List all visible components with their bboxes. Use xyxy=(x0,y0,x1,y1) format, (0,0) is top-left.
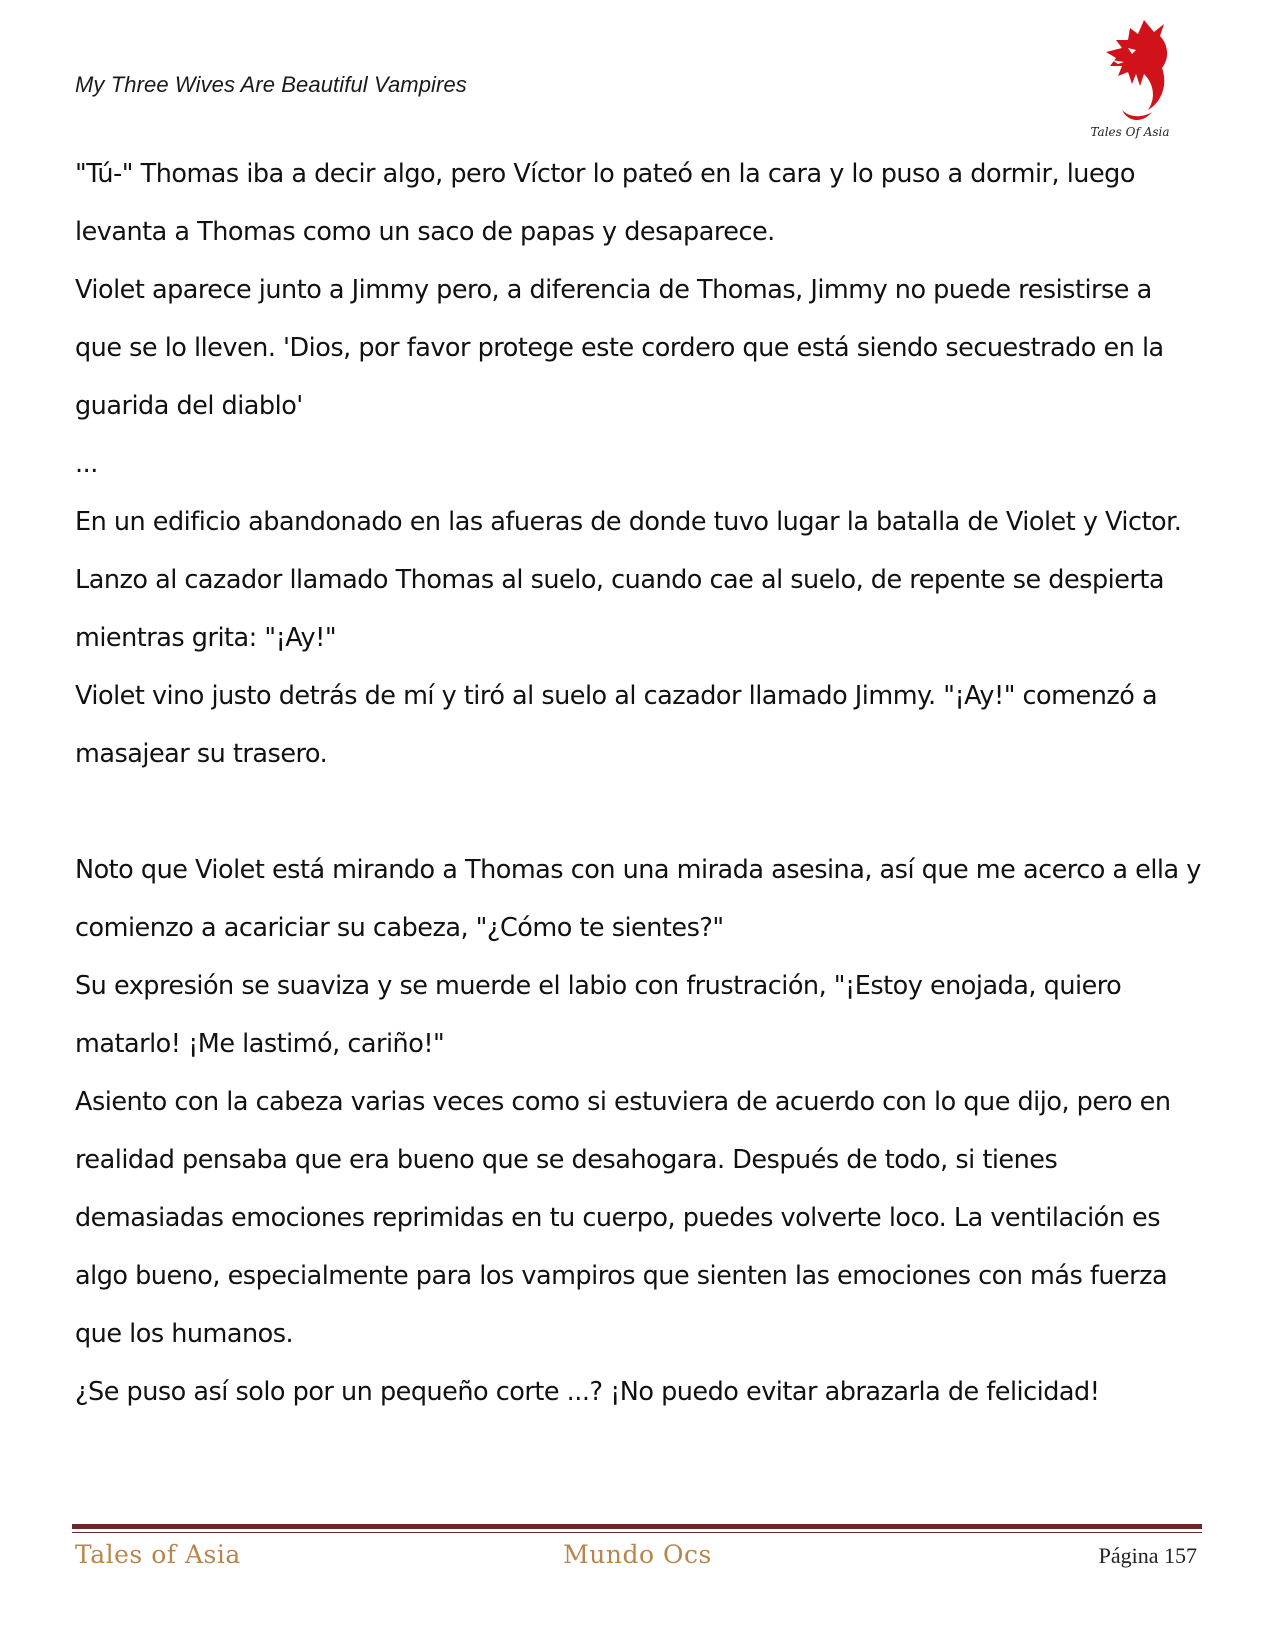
paragraph: ... xyxy=(75,449,98,479)
paragraph: Violet aparece junto a Jimmy pero, a diferencia de Thomas, Jimmy no puede resistirse a que se lo lleven. 'Dios, por favor protege este cordero que está siendo secuestrado en la guarida del diablo' xyxy=(75,275,1164,421)
page-number: Página 157 xyxy=(1098,1543,1197,1568)
paragraph: Noto que Violet está mirando a Thomas con una mirada asesina, así que me acerco a ella y comienzo a acariciar su cabeza, "¿Cómo te sientes?" xyxy=(75,855,1201,943)
body-text xyxy=(75,145,1205,1421)
footer-divider-thin xyxy=(72,1532,1202,1533)
paragraph: Lanzo al cazador llamado Thomas al suelo, cuando cae al suelo, de repente se despierta mientras grita: "¡Ay!" xyxy=(75,565,1165,653)
paragraph: Asiento con la cabeza varias veces como si estuviera de acuerdo con lo que dijo, pero en realidad pensaba que era bueno que se desahogara. Después de todo, si tienes demasiadas emociones reprimidas en tu cuerpo, puedes volverte loco. La ventilación es algo bueno, especialmente para los vampiros que sienten las emociones con más fuerza que los humanos. xyxy=(75,1087,1171,1349)
blank-line xyxy=(75,783,1205,841)
paragraph: "Tú-" Thomas iba a decir algo, pero Víctor lo pateó en la cara y lo puso a dormir, luego levanta a Thomas como un saco de papas y desaparece. xyxy=(75,159,1135,247)
paragraph: ¿Se puso así solo por un pequeño corte ...? ¡No puedo evitar abrazarla de felicidad! xyxy=(75,1377,1100,1407)
footer-site: Mundo Ocs xyxy=(563,1540,712,1569)
document-title: My Three Wives Are Beautiful Vampires xyxy=(75,72,467,97)
paragraph: Violet vino justo detrás de mí y tiró al suelo al cazador llamado Jimmy. "¡Ay!" comenzó a masajear su trasero. xyxy=(75,681,1158,769)
footer-publisher: Tales of Asia xyxy=(75,1540,241,1569)
paragraph: En un edificio abandonado en las afueras de donde tuvo lugar la batalla de Violet y Victor. xyxy=(75,507,1182,537)
footer-divider xyxy=(72,1524,1202,1529)
logo-text: Tales Of Asia xyxy=(1090,125,1170,139)
tales-of-asia-dragon-logo xyxy=(1082,14,1178,139)
paragraph: Su expresión se suaviza y se muerde el labio con frustración, "¡Estoy enojada, quiero matarlo! ¡Me lastimó, cariño!" xyxy=(75,971,1122,1059)
